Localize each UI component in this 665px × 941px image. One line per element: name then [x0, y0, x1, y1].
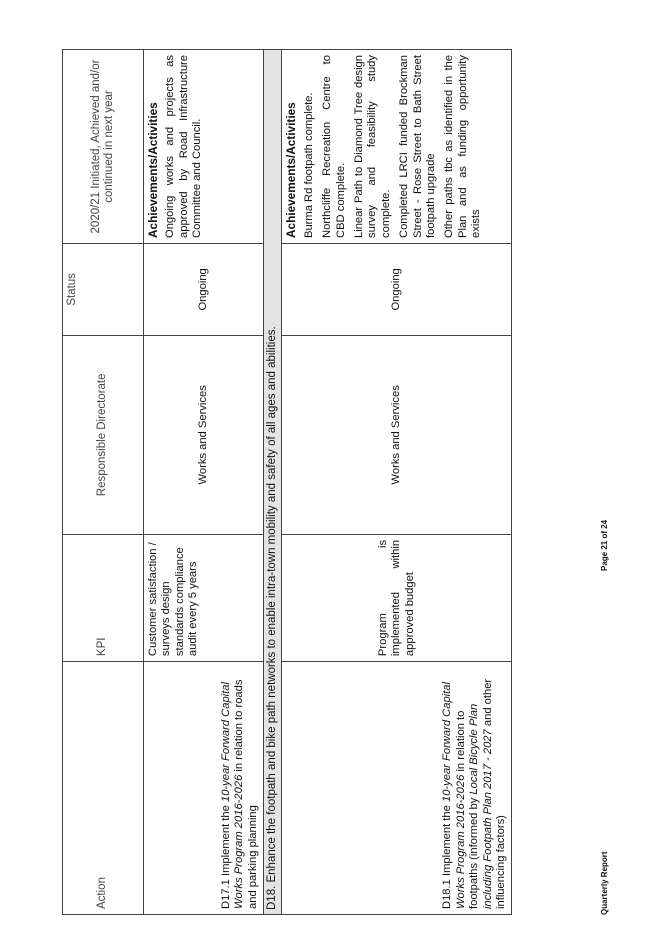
action-text: in relation to roads and parking planning: [233, 679, 259, 909]
action-text: D17.1 Implement the: [219, 802, 232, 909]
status-cell-d18: Ongoing: [282, 244, 512, 336]
achievement-item: Other paths tbc as identified in the Plan and as funding opportunity exists: [443, 55, 483, 238]
action-table: [62, 49, 512, 915]
kpi-text: Program is implemented within approved budget: [376, 539, 416, 657]
footer-report-name: Quarterly Report: [600, 851, 609, 915]
achievement-item: Burma Rd footpath complete.: [302, 92, 315, 238]
achievements-cell-d17: [144, 50, 264, 244]
directorate-cell-d17: Works and Services: [144, 335, 264, 534]
kpi-cell-d17: Customer satisfaction / surveys design standards compliance audit every 5 years: [144, 534, 264, 661]
table-row-d17: [144, 50, 264, 915]
section-row-d18: [264, 50, 282, 915]
action-text-italic: 10-year Forward Capital Works Program 2016-2026: [219, 682, 246, 909]
action-text: in relation to footpaths (informed by: [454, 710, 481, 909]
achievements-title: Achievements/Activities: [146, 102, 160, 238]
table-row-d18: [282, 50, 512, 915]
directorate-cell-d18: Works and Services: [282, 335, 512, 534]
achievement-item: Ongoing works and projects as approved by Road Infrastructure Committee and Council.: [164, 55, 204, 238]
action-text: D18.1 Implement the: [441, 802, 454, 909]
status-cell-d17: Ongoing: [144, 244, 264, 336]
action-cell-d17: [144, 662, 264, 915]
header-row: [63, 50, 144, 915]
header-action: Action: [63, 662, 144, 915]
action-text-italic: 10-year Forward Capital Works Program 2016-2026: [441, 682, 467, 909]
header-status: Status: [63, 244, 144, 336]
achievement-item: Completed LRCI funded Brockman Street - Rose Street to Bath Street footpath upgrade: [398, 55, 438, 238]
header-kpi: KPI: [63, 534, 144, 661]
achievements-title: Achievements/Activities: [284, 102, 299, 238]
achievements-cell-d18: [282, 50, 512, 244]
kpi-cell-d18: [282, 534, 512, 661]
action-text: and other influencing factors): [481, 678, 507, 909]
section-heading: D18. Enhance the footpath and bike path networks to enable intra-town mobility and safety of all ages and abilities.: [264, 50, 282, 915]
action-cell-d18: [282, 662, 512, 915]
header-directorate: Responsible Directorate: [63, 335, 144, 534]
achievement-item: Linear Path to Diamond Tree design survey and feasibility study complete.: [353, 55, 392, 238]
action-text-italic: Local Bicycle Plan including Footpath Plan 2017 - 2027: [468, 703, 494, 909]
achievement-item: Northcliffe Recreation Centre to CBD complete.: [321, 55, 347, 238]
page-number: Page 21 of 24: [600, 519, 609, 571]
header-achieved: 2020/21 Initiated, Achieved and/or continued in next year: [63, 50, 144, 244]
